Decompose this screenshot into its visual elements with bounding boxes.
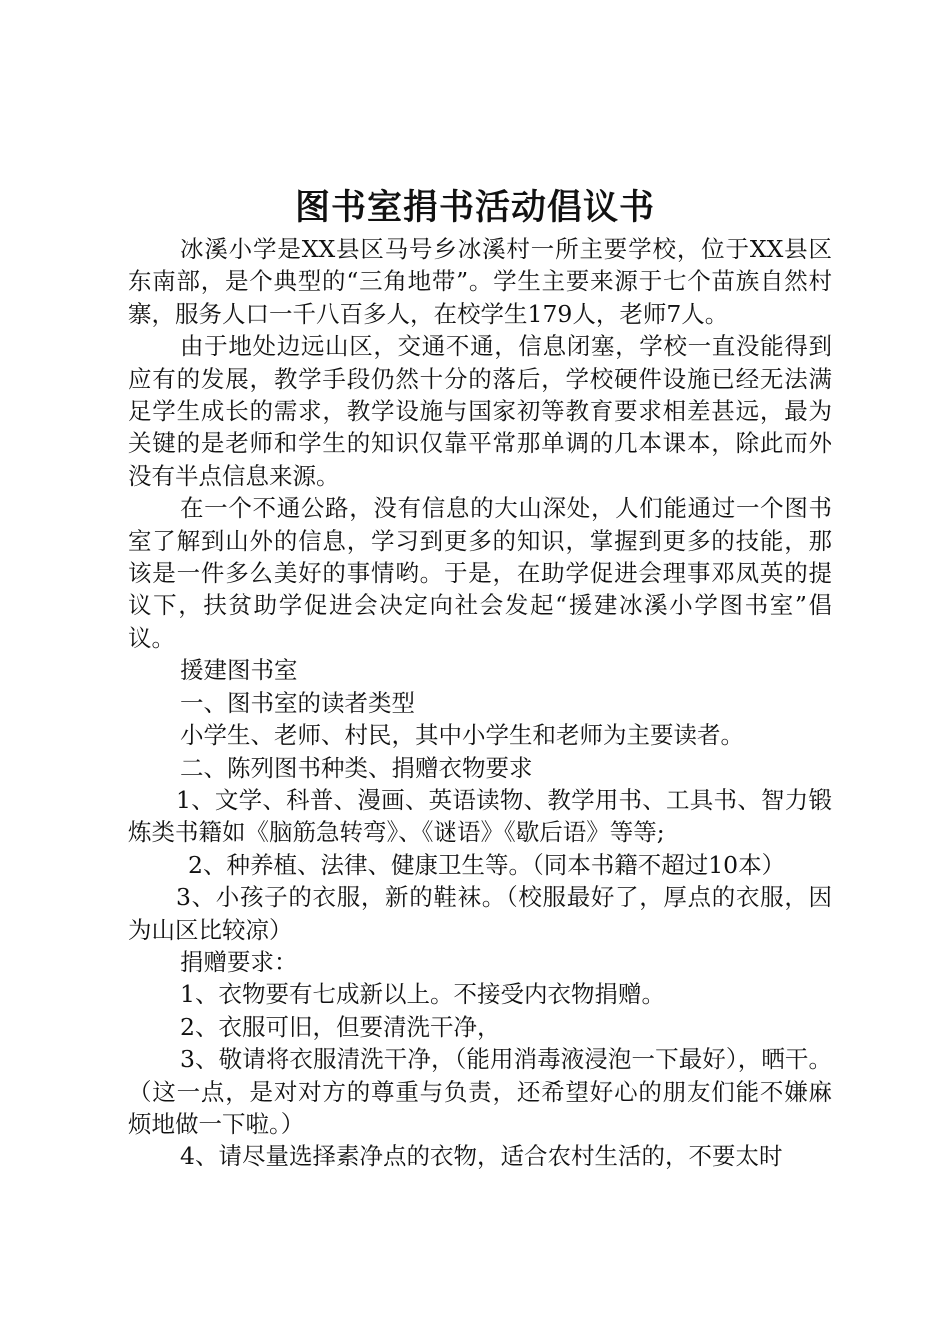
list-item-book-category-1: 1、文学、科普、漫画、英语读物、教学用书、工具书、智力锻炼类书籍如《脑筋急转弯》、《谜语》《歇后语》等等;	[128, 785, 832, 847]
paragraph-school-intro: 冰溪小学是XX县区马号乡冰溪村一所主要学校，位于XX县区东南部，是个典型的“三角地带”。学生主要来源于七个苗族自然村寨，服务人口一千八百多人，在校学生179人，老师7人。	[128, 235, 832, 328]
list-item-requirement-4: 4、请尽量选择素净点的衣物，适合农村生活的，不要太时	[180, 1142, 783, 1171]
section-heading-donation-requirements: 捐赠要求：	[180, 947, 298, 976]
section-heading-reader-types: 一、图书室的读者类型	[180, 688, 415, 717]
section-heading-book-categories: 二、陈列图书种类、捐赠衣物要求	[180, 753, 533, 782]
section-heading-library: 援建图书室	[180, 656, 298, 685]
list-item-requirement-3: 3、敬请将衣服清洗干净，（能用消毒液浸泡一下最好），晒干。（这一点，是对对方的尊重与负责，还希望好心的朋友们能不嫌麻烦地做一下啦。）	[128, 1045, 832, 1138]
list-item-requirement-1: 1、衣物要有七成新以上。不接受内衣物捐赠。	[180, 980, 665, 1009]
paragraph-proposal: 在一个不通公路，没有信息的大山深处，人们能通过一个图书室了解到山外的信息，学习到更多的知识，掌握到更多的技能，那该是一件多么美好的事情哟。于是，在助学促进会理事邓凤英的提议下，扶贫助学促进会决定向社会发起“援建冰溪小学图书室”倡议。	[128, 494, 832, 652]
list-item-requirement-2: 2、衣服可旧，但要清洗干净，	[180, 1012, 501, 1041]
paragraph-reader-types: 小学生、老师、村民，其中小学生和老师为主要读者。	[180, 721, 744, 750]
list-item-clothing: 3、小孩子的衣服，新的鞋袜。（校服最好了，厚点的衣服，因为山区比较凉）	[128, 883, 832, 944]
document-body	[128, 233, 832, 1173]
document-title: 图书室捐书活动倡议书	[294, 188, 655, 228]
list-item-book-category-2: 2、种养植、法律、健康卫生等。（同本书籍不超过10本）	[188, 850, 786, 879]
paragraph-school-situation: 由于地处边远山区，交通不通，信息闭塞，学校一直没能得到应有的发展，教学手段仍然十分的落后，学校硬件设施已经无法满足学生成长的需求，教学设施与国家初等教育要求相差甚远，最为关键的是老师和学生的知识仅靠平常那单调的几本课本，除此而外没有半点信息来源。	[128, 332, 832, 490]
